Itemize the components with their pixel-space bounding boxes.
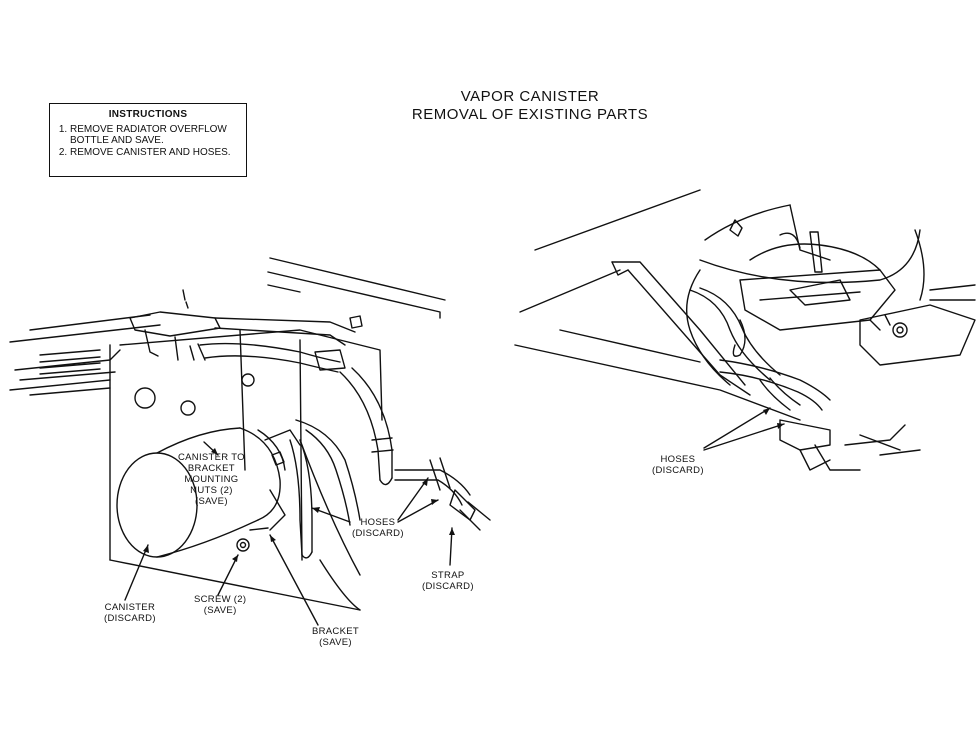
label-line: SCREW (2): [194, 594, 247, 605]
instructions-heading: INSTRUCTIONS: [108, 109, 188, 120]
label-line: (DISCARD): [352, 528, 404, 539]
label-line: (SAVE): [319, 637, 352, 648]
label-hoses-right: [652, 454, 704, 476]
label-line: STRAP: [431, 570, 465, 581]
label-line: CANISTER: [104, 602, 156, 613]
label-line: (DISCARD): [652, 465, 704, 476]
label-line: BRACKET: [312, 626, 359, 637]
label-mounting-nuts: [178, 452, 245, 507]
label-line: (DISCARD): [104, 613, 156, 624]
label-line: NUTS (2): [190, 485, 233, 496]
label-line: HOSES: [360, 517, 396, 528]
instruction-step: 2. REMOVE CANISTER AND HOSES.: [70, 147, 240, 159]
title-line-2: REMOVAL OF EXISTING PARTS: [411, 106, 649, 123]
left-engine-bay-drawing: [10, 258, 490, 610]
instruction-step: 1. REMOVE RADIATOR OVERFLOW BOTTLE AND SAVE.: [70, 124, 240, 147]
right-arrowheads: [763, 408, 784, 429]
label-line: (SAVE): [203, 605, 237, 616]
label-screw: [194, 594, 246, 616]
label-line: MOUNTING: [184, 474, 239, 485]
right-engine-bay-drawing: [515, 190, 975, 470]
label-line: HOSES: [660, 454, 696, 465]
instructions-box: [49, 103, 247, 177]
label-canister: [104, 602, 156, 624]
title-line-1: VAPOR CANISTER: [460, 88, 600, 105]
label-line: CANISTER TO: [178, 452, 245, 463]
label-bracket: [312, 626, 359, 648]
label-line: BRACKET: [187, 463, 235, 474]
right-leader-lines: [704, 408, 784, 450]
instructions-list: [56, 124, 240, 159]
diagram-title: [380, 88, 680, 124]
label-line: (SAVE): [195, 496, 228, 507]
label-line: (DISCARD): [422, 581, 474, 592]
label-strap: [422, 570, 474, 592]
label-hoses-left: [352, 517, 404, 539]
